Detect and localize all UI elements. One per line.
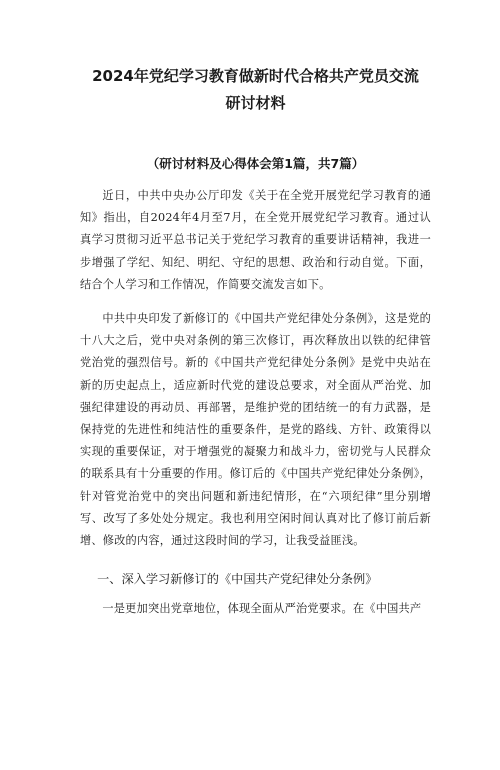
document-subtitle: （研讨材料及心得体会第1篇，共7篇） [146,156,365,171]
section-heading: 一、深入学习新修订的《中国共产党纪律处分条例》 [97,572,378,587]
document-page [0,63,500,770]
paragraph-regulation: 中共中央印发了新修订的《中国共产党纪律处分条例》，这是党的十八大之后，党中央对条例的第三次修订，再次释放出以铁的纪律管党治党的强烈信号。新的《中国共产党纪律处分条例》是党中央站在新的历史起点上，适应新时代党的建设总要求，对全面从严治党、加强纪律建设的再动员、再部署，是维护党的团结统一的有力武器，是保持党的先进性和纯洁性的重要条件，是党的路线、方针、政策得以实现的重要保证，对于增强党的凝聚力和战斗力，密切党与人民群众的联系具有十分重要的作用。修订后的《中国共产党纪律处分条例》，针对管党治党中的突出问题和新违纪情形，在“六项纪律”里分别增写、改写了多处处分规定。我也利用空闲时间认真对比了修订前后新增、修改的内容，通过这段时间的学习，让我受益匪浅。 [80,312,431,548]
document-title: 2024年党纪学习教育做新时代合格共产党员交流研讨材料 [92,67,419,112]
paragraph-intro: 近日，中共中央办公厅印发《关于在全党开展党纪学习教育的通知》指出，自2024年4月至7月，在全党开展党纪学习教育。通过认真学习贯彻习近平总书记关于党纪学习教育的重要讲话精神，我进一步增强了学纪、知纪、明纪、守纪的思想、政治和行动自觉。下面，结合个人学习和工作情况，作简要交流发言如下。 [80,189,431,291]
section-paragraph: 一是更加突出党章地位，体现全面从严治党要求。在《中国共产 [102,602,422,616]
